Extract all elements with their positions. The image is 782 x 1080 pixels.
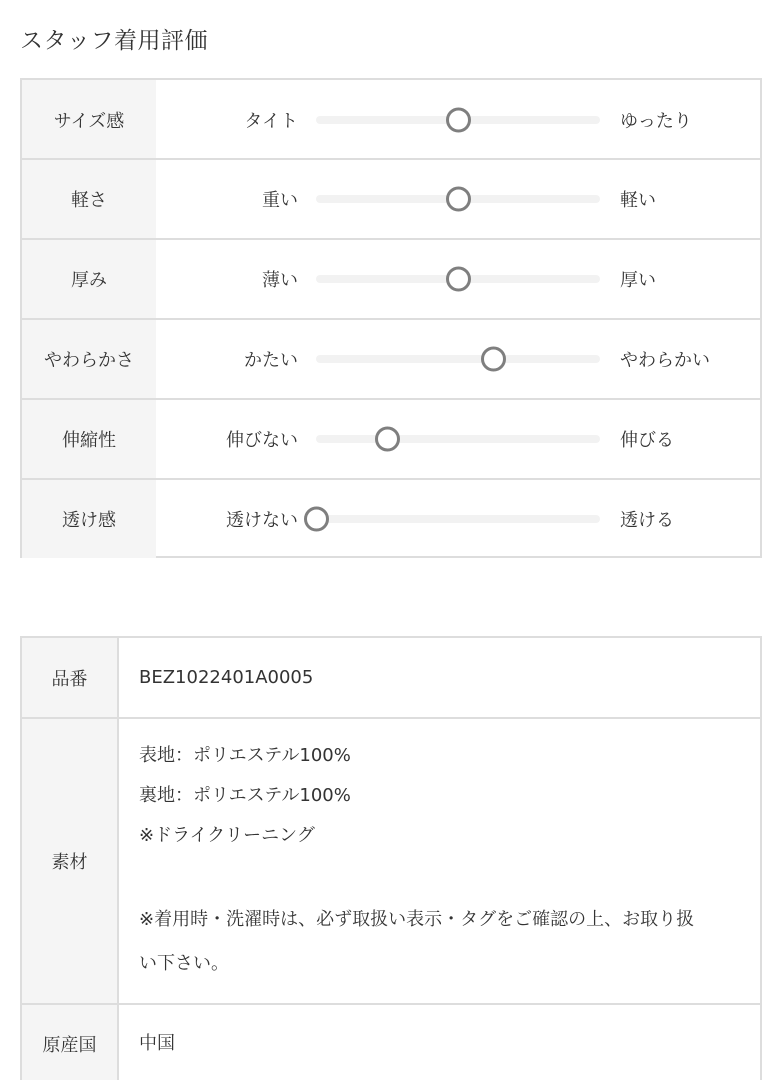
care-note: い下さい。 (139, 953, 229, 974)
spec-label: 品番 (22, 638, 119, 718)
fit-scale-track (316, 195, 600, 203)
fit-scale-track (316, 515, 600, 523)
material-line: 表地：ポリエステル100% (139, 745, 351, 766)
fit-scale-track (316, 275, 600, 283)
fit-scale-indicator (375, 427, 400, 452)
product-number: BEZ1022401A0005 (139, 667, 314, 688)
fit-scale-indicator (446, 108, 471, 133)
spec-value (139, 638, 744, 718)
fit-row-label: やわらかさ (22, 320, 156, 398)
fit-row-label: 伸縮性 (22, 400, 156, 478)
fit-scale-track (316, 355, 600, 363)
fit-scale-right-label: 透ける (620, 510, 674, 531)
fit-scale-indicator (481, 347, 506, 372)
material-line: 裏地：ポリエステル100% (139, 785, 351, 806)
fit-scale-left-label: 重い (262, 190, 298, 211)
fit-scale-left-label: 透けない (226, 510, 298, 531)
spec-label: 原産国 (22, 1005, 119, 1080)
spec-label: 素材 (22, 719, 119, 1003)
fit-row-sheerness (22, 478, 760, 558)
fit-row-size (22, 80, 760, 160)
spec-row-product-number (22, 638, 760, 718)
fit-row-stretch (22, 398, 760, 478)
fit-row-label: 軽さ (22, 160, 156, 238)
fit-row-label: 透け感 (22, 480, 156, 558)
spec-row-origin (22, 1003, 760, 1080)
fit-scale-indicator (304, 507, 329, 532)
product-spec-table (20, 636, 762, 1080)
fit-scale-left-label: 伸びない (226, 430, 298, 451)
fit-scale-track (316, 435, 600, 443)
fit-scale-left-label: 薄い (262, 270, 298, 291)
fit-scale-right-label: ゆったり (620, 111, 692, 132)
spec-value (139, 1005, 744, 1080)
fit-scale-left-label: タイト (244, 111, 298, 132)
fit-row-label: 厚み (22, 240, 156, 318)
fit-scale-indicator (446, 187, 471, 212)
care-note: ※着用時・洗濯時は、必ず取扱い表示・タグをご確認の上、お取り扱 (139, 909, 695, 930)
section-title: スタッフ着用評価 (20, 28, 208, 54)
fit-scale-right-label: 厚い (620, 270, 656, 291)
fit-row-thickness (22, 238, 760, 318)
fit-scale-right-label: 伸びる (620, 430, 674, 451)
fit-scale-left-label: かたい (244, 350, 298, 371)
fit-row-softness (22, 318, 760, 398)
spec-value (139, 719, 744, 1003)
fit-row-weight (22, 158, 760, 238)
fit-scale-track (316, 116, 600, 124)
fit-row-label: サイズ感 (22, 80, 156, 160)
material-line: ※ドライクリーニング (139, 825, 315, 846)
fit-scale-right-label: やわらかい (620, 350, 710, 371)
origin-country: 中国 (139, 1033, 175, 1054)
spec-row-material (22, 717, 760, 1003)
fit-scale-indicator (446, 267, 471, 292)
spacer (139, 856, 744, 898)
fit-evaluation-table (20, 78, 762, 558)
fit-scale-right-label: 軽い (620, 190, 656, 211)
